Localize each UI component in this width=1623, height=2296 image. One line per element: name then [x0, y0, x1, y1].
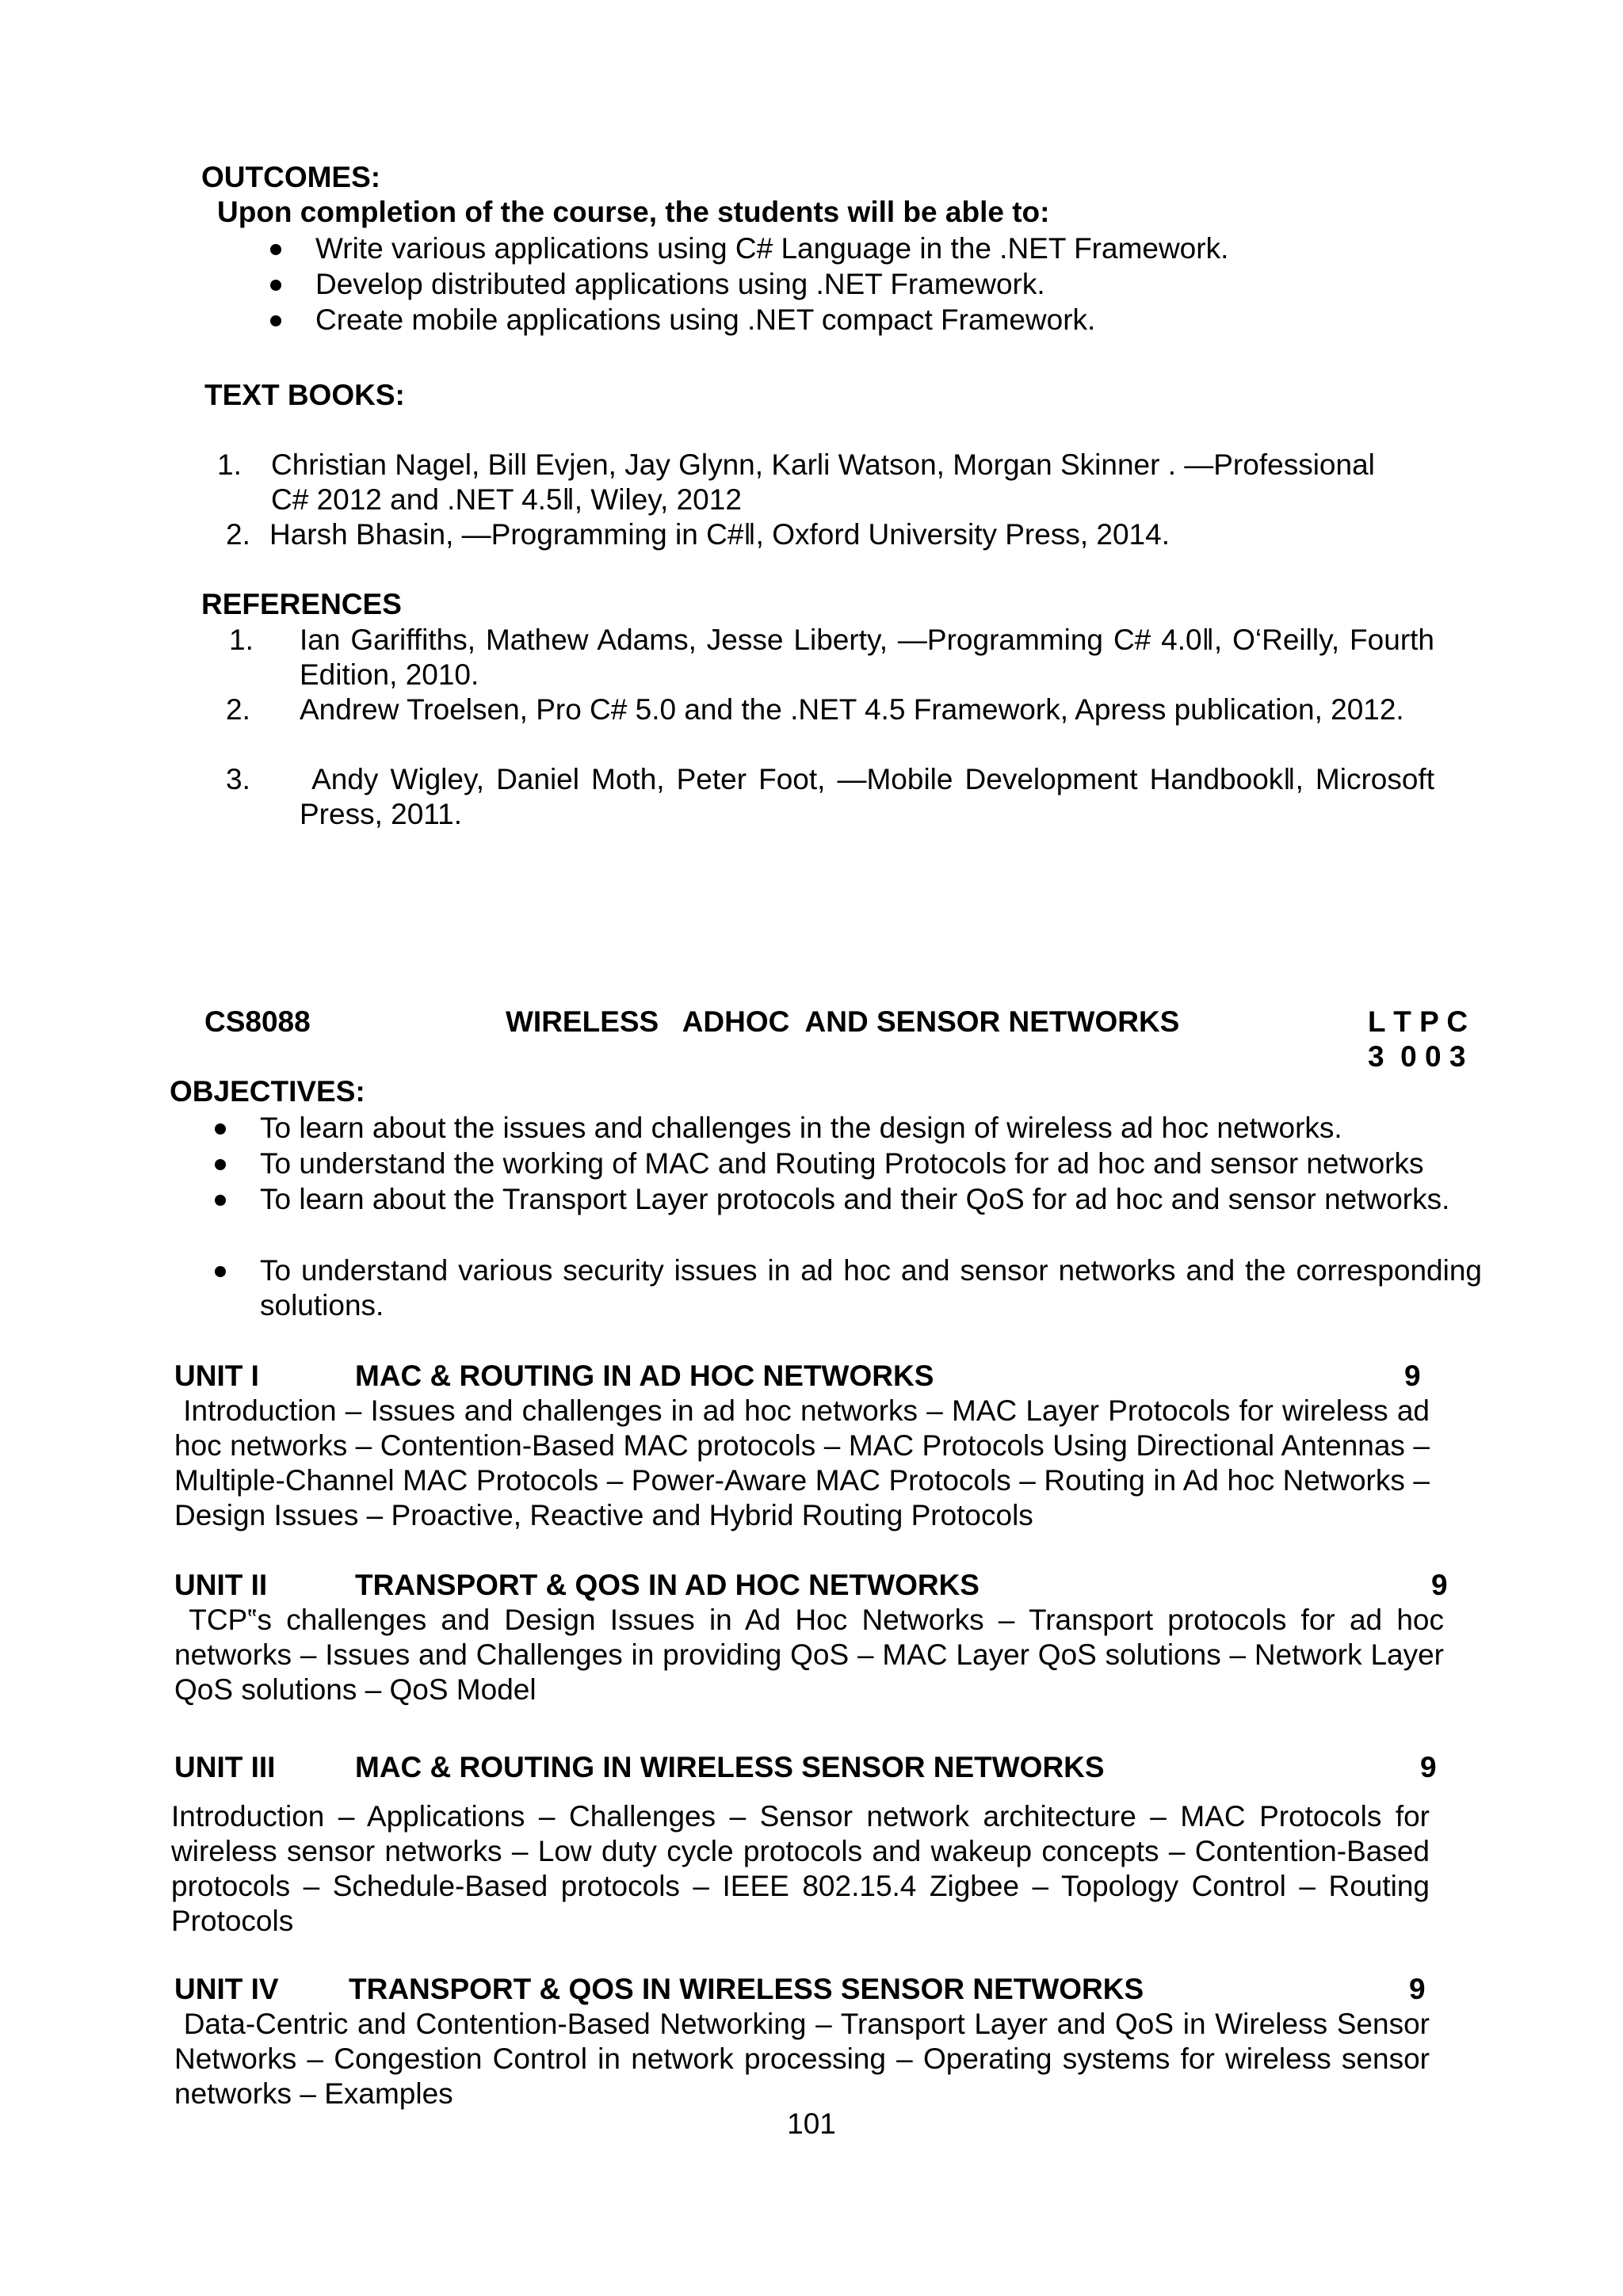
- unit-hours: 9: [1431, 1569, 1448, 1601]
- bullet-icon: [270, 244, 281, 255]
- unit-hours: 9: [1404, 1360, 1421, 1392]
- page-number: 101: [787, 2107, 836, 2140]
- outcome-item: Develop distributed applications using .NET Framework.: [315, 268, 1045, 300]
- ltpc-values: 3 0 0 3: [1368, 1040, 1466, 1073]
- objectives-heading: OBJECTIVES:: [170, 1075, 365, 1108]
- bullet-icon: [270, 315, 281, 326]
- bullet-icon: [215, 1266, 226, 1277]
- text-book-number: 1.: [217, 448, 242, 481]
- reference-number: 1.: [229, 624, 254, 656]
- unit-label: UNIT I: [174, 1360, 259, 1392]
- text-book-number: 2.: [226, 518, 250, 551]
- bullet-icon: [270, 280, 281, 291]
- text-books-heading: TEXT BOOKS:: [204, 379, 405, 411]
- text-book-item: C# 2012 and .NET 4.5‖, Wiley, 2012: [271, 483, 742, 516]
- ltpc-label: L T P C: [1368, 1005, 1468, 1038]
- objective-item: To understand various security issues in ad hoc and sensor networks and the corresponding solutions.: [260, 1254, 1482, 1322]
- reference-number: 2.: [226, 693, 250, 726]
- objective-item: To understand the working of MAC and Routing Protocols for ad hoc and sensor networks: [260, 1147, 1424, 1180]
- references-heading: REFERENCES: [201, 588, 402, 620]
- course-code: CS8088: [204, 1005, 311, 1038]
- unit-title: TRANSPORT & QOS IN WIRELESS SENSOR NETWORKS: [349, 1973, 1144, 2005]
- unit-label: UNIT IV: [174, 1973, 279, 2005]
- unit-body: Introduction – Applications – Challenges – Sensor network architecture – MAC Protocols for wireless sensor networks – Low duty cycle protocols and wakeup concepts – Contention-Based protocols – Schedule-Based protocols – IEEE 802.15.4 Zigbee – Topology Control – Routing Protocols: [171, 1800, 1430, 1937]
- unit-title: TRANSPORT & QOS IN AD HOC NETWORKS: [355, 1569, 980, 1601]
- reference-item: Andrew Troelsen, Pro C# 5.0 and the .NET 4.5 Framework, Apress publication, 2012.: [300, 693, 1404, 726]
- outcomes-heading: OUTCOMES:: [201, 161, 381, 193]
- unit-body: TCP‟s challenges and Design Issues in Ad Hoc Networks – Transport protocols for ad hoc networks – Issues and Challenges in providing QoS – MAC Layer QoS solutions – Network Layer QoS solutions – QoS Model: [174, 1604, 1453, 1706]
- unit-hours: 9: [1409, 1973, 1426, 2005]
- objective-item: To learn about the issues and challenges in the design of wireless ad hoc networks.: [260, 1112, 1342, 1144]
- bullet-icon: [215, 1159, 226, 1170]
- outcome-item: Create mobile applications using .NET compact Framework.: [315, 303, 1096, 336]
- bullet-icon: [215, 1195, 226, 1206]
- unit-title: MAC & ROUTING IN AD HOC NETWORKS: [355, 1360, 934, 1392]
- unit-hours: 9: [1420, 1751, 1437, 1783]
- text-book-item: Harsh Bhasin, ―Programming in C#‖, Oxford University Press, 2014.: [269, 518, 1170, 551]
- reference-item: Ian Gariffiths, Mathew Adams, Jesse Liberty, ―Programming C# 4.0‖, O‘Reilly, Fourth Edition, 2010.: [300, 624, 1434, 691]
- unit-body: Introduction – Issues and challenges in ad hoc networks – MAC Layer Protocols for wireless ad hoc networks – Contention-Based MAC protocols – MAC Protocols Using Directional Antennas – Multiple-Channel MAC Protocols – Power-Aware MAC Protocols – Routing in Ad hoc Networks – Design Issues – Proactive, Reactive and Hybrid Routing Protocols: [174, 1394, 1438, 1531]
- reference-item: Andy Wigley, Daniel Moth, Peter Foot, ―Mobile Development Handbook‖, Microsoft Press, 2011.: [300, 763, 1443, 830]
- unit-title: MAC & ROUTING IN WIRELESS SENSOR NETWORKS: [355, 1751, 1105, 1783]
- unit-body: Data-Centric and Contention-Based Networking – Transport Layer and QoS in Wireless Sensor Networks – Congestion Control in network processing – Operating systems for wireless sensor networks – Examples: [174, 2008, 1438, 2110]
- reference-number: 3.: [226, 763, 250, 795]
- outcome-item: Write various applications using C# Language in the .NET Framework.: [315, 232, 1229, 265]
- text-book-item: Christian Nagel, Bill Evjen, Jay Glynn, Karli Watson, Morgan Skinner . ―Professional: [271, 448, 1375, 481]
- bullet-icon: [215, 1123, 226, 1135]
- outcomes-intro: Upon completion of the course, the students will be able to:: [217, 196, 1050, 228]
- course-title: WIRELESS ADHOC AND SENSOR NETWORKS: [506, 1005, 1180, 1038]
- objective-item: To learn about the Transport Layer protocols and their QoS for ad hoc and sensor networks.: [260, 1183, 1450, 1215]
- unit-label: UNIT III: [174, 1751, 276, 1783]
- unit-label: UNIT II: [174, 1569, 268, 1601]
